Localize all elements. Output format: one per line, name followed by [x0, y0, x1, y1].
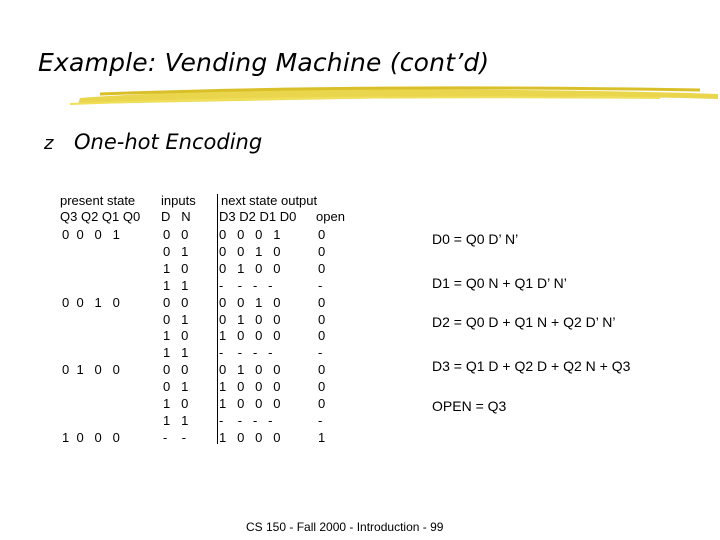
header-next-columns: D3 D2 D1 D0: [219, 209, 297, 224]
inputs-cell: 0 1: [163, 243, 189, 259]
slide-title: Example: Vending Machine (cont’d): [38, 48, 490, 77]
present-state-cell: 0 0 0 1: [62, 227, 120, 242]
open-cell: 0: [318, 396, 326, 411]
open-cell: 0: [318, 311, 326, 327]
open-cell: 1: [318, 429, 326, 445]
open-cell: -: [318, 412, 323, 428]
open-cell: 0: [318, 243, 326, 259]
inputs-cell: 0 1: [163, 311, 189, 327]
open-cell: 0: [318, 362, 326, 378]
equation-d3: D3 = Q1 D + Q2 D + Q2 N + Q3: [432, 358, 631, 374]
inputs-cell: 1 0: [163, 328, 189, 344]
next-state-cell: 0 0 1 0: [219, 294, 281, 310]
equation-open: OPEN = Q3: [432, 398, 507, 414]
open-cell: 0: [318, 328, 326, 344]
slide-footer: CS 150 - Fall 2000 - Introduction - 99: [246, 520, 444, 534]
header-next-state-output: next state output: [221, 193, 318, 208]
header-open: open: [316, 209, 345, 224]
table-divider: [217, 194, 218, 444]
present-state-cell: 0 1 0 0: [62, 362, 120, 378]
bullet-text: One-hot Encoding: [74, 130, 263, 154]
next-state-cell: - - - -: [219, 277, 273, 293]
inputs-cell: 1 0: [163, 396, 189, 411]
open-cell: 0: [318, 227, 326, 242]
present-state-cell: 0 0 1 0: [62, 294, 120, 310]
inputs-cell: 1 1: [163, 345, 189, 361]
next-state-cell: 0 0 0 1: [219, 227, 281, 242]
next-state-cell: 0 1 0 0: [219, 260, 281, 276]
next-state-cell: 1 0 0 0: [219, 429, 281, 445]
title-underline-brushstroke: [60, 80, 720, 110]
inputs-cell: 1 1: [163, 277, 189, 293]
open-cell: 0: [318, 260, 326, 276]
open-cell: 0: [318, 294, 326, 310]
next-state-cell: 0 1 0 0: [219, 311, 281, 327]
open-cell: 0: [318, 379, 326, 395]
inputs-cell: 1 0: [163, 260, 189, 276]
z-bullet-icon: z: [44, 133, 54, 154]
inputs-cell: 0 0: [163, 294, 189, 310]
equation-d0: D0 = Q0 D’ N’: [432, 231, 519, 247]
equation-d1: D1 = Q0 N + Q1 D’ N’: [432, 275, 567, 291]
equation-d2: D2 = Q0 D + Q1 N + Q2 D’ N’: [432, 314, 616, 330]
next-state-cell: 0 0 1 0: [219, 243, 281, 259]
open-cell: -: [318, 345, 323, 361]
present-state-cell: 1 0 0 0: [62, 429, 120, 445]
header-present-state: present state: [60, 193, 136, 208]
next-state-cell: - - - -: [219, 412, 273, 428]
inputs-cell: 0 1: [163, 379, 189, 395]
inputs-cell: - -: [163, 429, 187, 445]
next-state-cell: 1 0 0 0: [219, 396, 281, 411]
open-cell: -: [318, 277, 323, 293]
header-inputs: inputs: [161, 193, 196, 208]
next-state-cell: 1 0 0 0: [219, 328, 281, 344]
header-present-columns: Q3 Q2 Q1 Q0: [60, 209, 141, 224]
next-state-cell: 1 0 0 0: [219, 379, 281, 395]
inputs-cell: 0 0: [163, 362, 189, 378]
inputs-cell: 1 1: [163, 412, 189, 428]
next-state-cell: 0 1 0 0: [219, 362, 281, 378]
next-state-cell: - - - -: [219, 345, 273, 361]
inputs-cell: 0 0: [163, 227, 189, 242]
header-input-columns: D N: [161, 209, 191, 224]
